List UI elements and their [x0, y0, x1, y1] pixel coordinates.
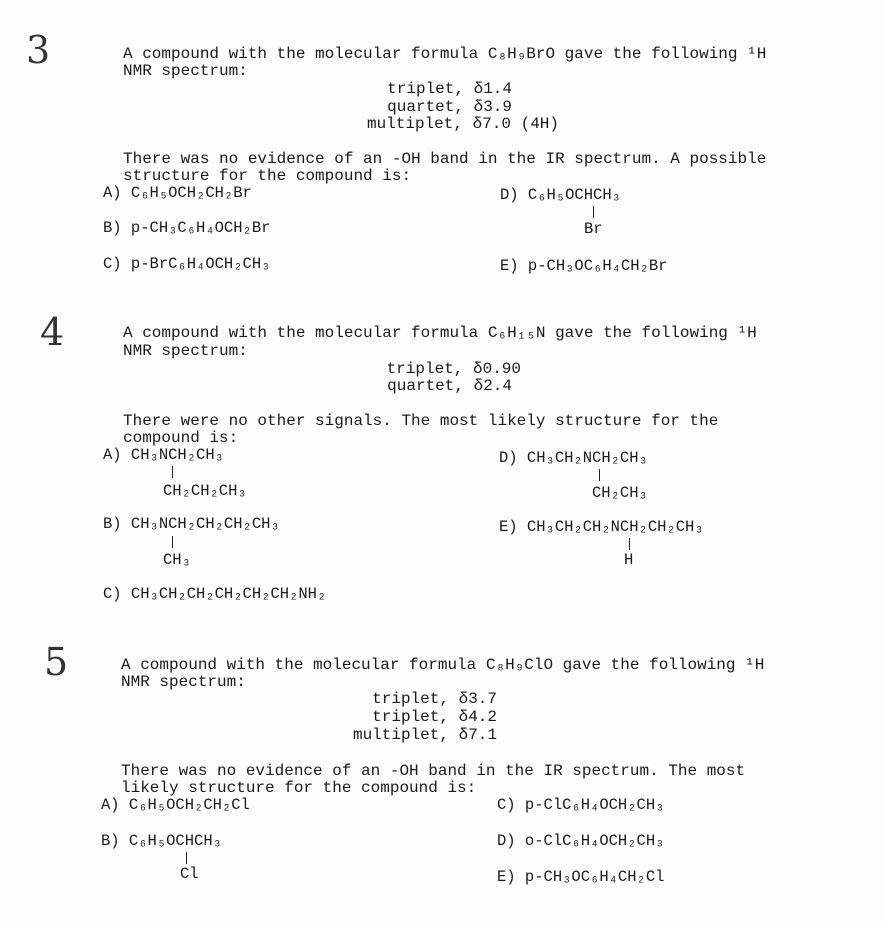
bond-line	[172, 466, 173, 478]
question-number: 3	[26, 28, 51, 72]
answer-option-d[interactable]: D) C₆H₅OCHCH₃	[500, 186, 621, 204]
question-intro-line: A compound with the molecular formula C₆H₁₅N gave the following ¹H	[123, 324, 757, 342]
question-number: 4	[40, 310, 65, 354]
answer-option-d[interactable]: D) o-ClC₆H₄OCH₂CH₃	[497, 832, 665, 850]
question-body-line: compound is:	[123, 429, 239, 447]
substituent-label: CH₃	[163, 551, 191, 569]
answer-option-e[interactable]: E) p-CH₃OC₆H₄CH₂Br	[500, 257, 668, 275]
question-intro-line: A compound with the molecular formula C₈H₉ClO gave the following ¹H	[121, 656, 765, 674]
question-number: 5	[44, 640, 69, 684]
bond-line	[593, 206, 594, 218]
answer-option-b[interactable]: B) p-CH₃C₆H₄OCH₂Br	[103, 219, 271, 237]
bond-line	[186, 852, 187, 864]
nmr-signal: triplet, δ4.2	[372, 708, 497, 726]
nmr-signal: triplet, δ0.90	[386, 360, 521, 378]
question-intro-line: NMR spectrum:	[123, 342, 248, 360]
answer-option-c[interactable]: C) CH₃CH₂CH₂CH₂CH₂CH₂NH₂	[103, 585, 327, 603]
question-body-line: There was no evidence of an -OH band in the IR spectrum. The most	[121, 762, 746, 780]
question-body-line: structure for the compound is:	[123, 167, 412, 185]
nmr-signal: multiplet, δ7.1	[352, 726, 497, 744]
nmr-signal: triplet, δ3.7	[372, 690, 497, 708]
answer-option-e[interactable]: E) p-CH₃OC₆H₄CH₂Cl	[497, 868, 665, 886]
nmr-signal: multiplet, δ7.0 (4H)	[366, 115, 559, 133]
question-body-line: There were no other signals. The most likely structure for the	[123, 412, 719, 430]
bond-line	[629, 538, 630, 550]
answer-option-a[interactable]: A) CH₃NCH₂CH₃	[103, 446, 224, 464]
question-body-line: likely structure for the compound is:	[121, 779, 477, 797]
substituent-label: CH₂CH₃	[592, 484, 648, 502]
nmr-signal: quartet, δ3.9	[387, 97, 512, 116]
question-intro-line: NMR spectrum:	[121, 673, 246, 691]
question-intro-line: NMR spectrum:	[123, 62, 248, 80]
nmr-signal: quartet, δ2.4	[387, 377, 512, 395]
answer-option-b[interactable]: B) C₆H₅OCHCH₃	[101, 832, 222, 850]
answer-option-e[interactable]: E) CH₃CH₂CH₂NCH₂CH₂CH₃	[499, 518, 704, 536]
bond-line	[172, 536, 173, 548]
answer-option-a[interactable]: A) C₆H₅OCH₂CH₂Cl	[101, 796, 250, 814]
answer-option-d[interactable]: D) CH₃CH₂NCH₂CH₃	[499, 449, 648, 467]
question-intro-line: A compound with the molecular formula C₈H₉BrO gave the following ¹H	[123, 45, 767, 63]
question-body-line: There was no evidence of an -OH band in the IR spectrum. A possible	[123, 150, 767, 168]
bond-line	[599, 469, 600, 481]
answer-option-a[interactable]: A) C₆H₅OCH₂CH₂Br	[103, 184, 252, 202]
substituent-label: Cl	[180, 865, 199, 883]
nmr-signal: triplet, δ1.4	[387, 80, 512, 98]
substituent-label: H	[624, 551, 634, 569]
substituent-label: Br	[584, 220, 603, 238]
answer-option-b[interactable]: B) CH₃NCH₂CH₂CH₂CH₃	[103, 515, 280, 533]
answer-option-c[interactable]: C) p-BrC₆H₄OCH₂CH₃	[103, 255, 271, 273]
answer-option-c[interactable]: C) p-ClC₆H₄OCH₂CH₃	[497, 796, 665, 814]
substituent-label: CH₂CH₂CH₃	[163, 482, 247, 500]
